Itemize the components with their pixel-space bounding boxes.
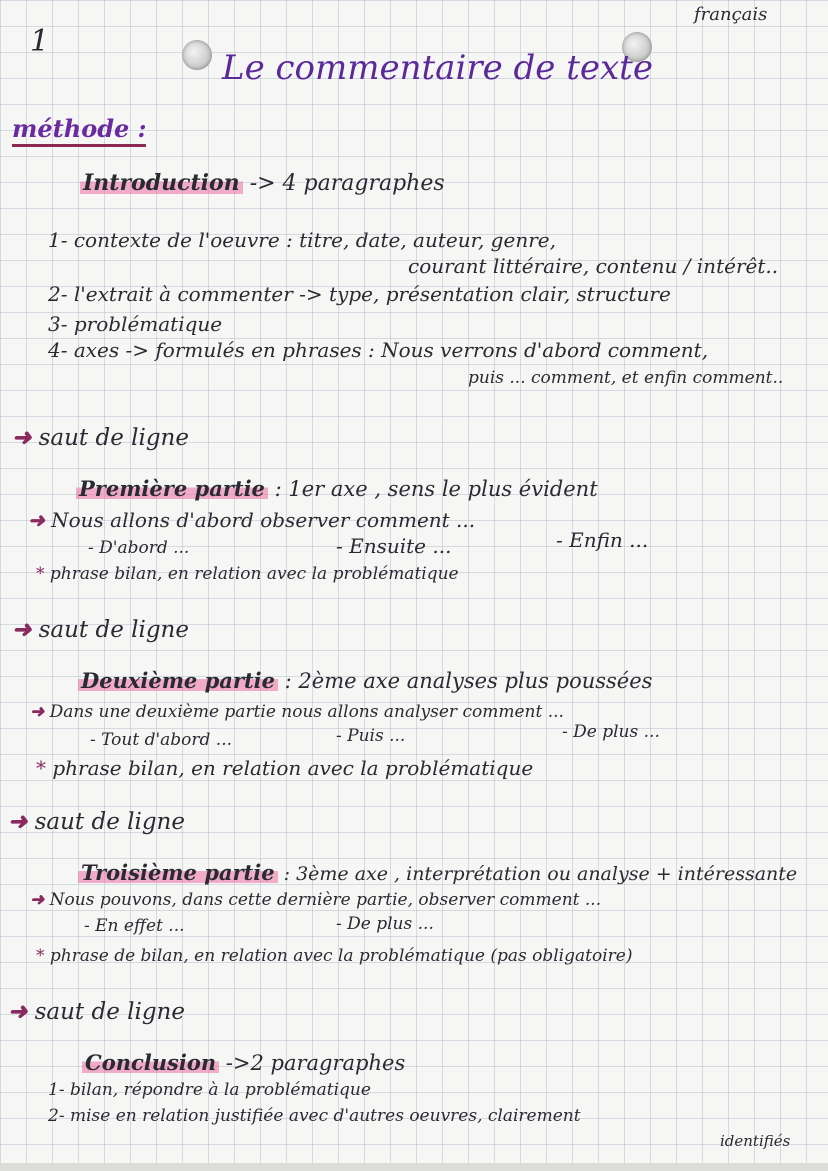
part2-sub2: - Puis ... [336,726,406,746]
part3-note: : 3ème axe , interprétation ou analyse + intéressante [283,863,798,885]
line-break-2 [12,616,189,643]
line-break-1 [12,424,189,451]
conclusion-heading: Conclusion [82,1050,219,1075]
conclusion-item-2-cont: identifiés [720,1132,791,1150]
method-label: méthode : [12,114,146,147]
part1-bilan [36,564,459,584]
part3-bilan [36,946,632,966]
intro-heading-line [80,170,445,196]
bullet-icon: * [36,756,46,780]
intro-item-4-num: 4- [48,338,68,362]
part1-bilan-text: phrase bilan, en relation avec la problématique [49,564,459,584]
part1-line1 [28,508,475,532]
line-break-1-label: saut de ligne [38,425,189,451]
arrow-right-icon: ➜ [12,616,32,643]
intro-item-2 [48,282,671,306]
line-break-3 [8,808,185,835]
intro-item-4-cont: puis ... comment, et enfin comment.. [468,368,784,388]
part2-note: : 2ème axe analyses plus poussées [284,669,653,693]
line-break-4 [8,998,185,1025]
part3-heading: Troisième partie [78,860,278,885]
part3-sub2: - De plus ... [336,914,434,934]
line-break-2-label: saut de ligne [38,617,189,643]
intro-heading: Introduction [80,170,243,196]
part1-heading: Première partie [76,476,268,501]
intro-item-3 [48,312,222,336]
page-number: 1 [30,24,50,59]
line-break-4-label: saut de ligne [34,999,185,1025]
conclusion-item-2: 2- mise en relation justifiée avec d'autres oeuvres, clairement [48,1106,581,1126]
conclusion-heading-note: ->2 paragraphes [225,1051,406,1075]
part2-line1 [30,702,564,722]
intro-item-1-cont: courant littéraire, contenu / intérêt.. [408,254,779,278]
arrow-right-icon: ➜ [30,890,45,910]
intro-heading-note: -> 4 paragraphes [249,171,445,196]
part2-sub1: - Tout d'abord ... [90,730,233,750]
intro-item-3-num: 3- [48,312,68,336]
part2-line1-text: Dans une deuxième partie nous allons analyser comment ... [49,702,564,722]
bullet-icon: * [36,564,45,584]
arrow-right-icon: ➜ [8,998,28,1025]
page-bottom-edge [0,1163,828,1171]
part3-bilan-text: phrase de bilan, en relation avec la problématique (pas obligatoire) [49,946,633,966]
arrow-right-icon: ➜ [8,808,28,835]
part1-note: : 1er axe , sens le plus évident [274,477,598,501]
arrow-right-icon: ➜ [30,702,45,722]
line-break-3-label: saut de ligne [34,809,185,835]
punch-hole-left [182,40,212,70]
bullet-icon: * [36,946,45,966]
arrow-right-icon: ➜ [12,424,32,451]
part1-sub3: - Enfin ... [556,528,649,552]
part2-sub3: - De plus ... [562,722,660,742]
part3-sub1: - En effet ... [84,916,185,936]
intro-item-1-num: 1- [48,228,68,252]
part3-line1 [30,890,601,910]
part3-line1-text: Nous pouvons, dans cette dernière partie, observer comment ... [49,890,602,910]
intro-item-1 [48,228,556,252]
part2-heading: Deuxième partie [78,668,278,693]
part1-heading-line [76,476,598,501]
part1-line1-text: Nous allons d'abord observer comment ... [51,508,476,532]
page-title: Le commentaire de texte [222,48,653,88]
conclusion-item-1: 1- bilan, répondre à la problématique [48,1080,371,1100]
part1-sub1: - D'abord ... [88,538,190,558]
intro-item-4-text: axes -> formulés en phrases : Nous verrons d'abord comment, [73,338,709,362]
subject-label: français [694,4,768,25]
intro-item-1-text: contexte de l'oeuvre : titre, date, auteur, genre, [73,228,556,252]
intro-item-2-num: 2- [48,282,68,306]
part1-sub2: - Ensuite ... [336,534,452,558]
conclusion-heading-line [82,1050,405,1075]
part2-heading-line [78,668,652,693]
part2-bilan-text: phrase bilan, en relation avec la problématique [52,756,534,780]
part3-heading-line [78,860,797,885]
arrow-right-icon: ➜ [28,508,45,532]
intro-item-3-text: problématique [73,312,223,336]
part2-bilan [36,756,533,780]
intro-item-2-text: l'extrait à commenter -> type, présentation clair, structure [73,282,671,306]
intro-item-4 [48,338,708,362]
